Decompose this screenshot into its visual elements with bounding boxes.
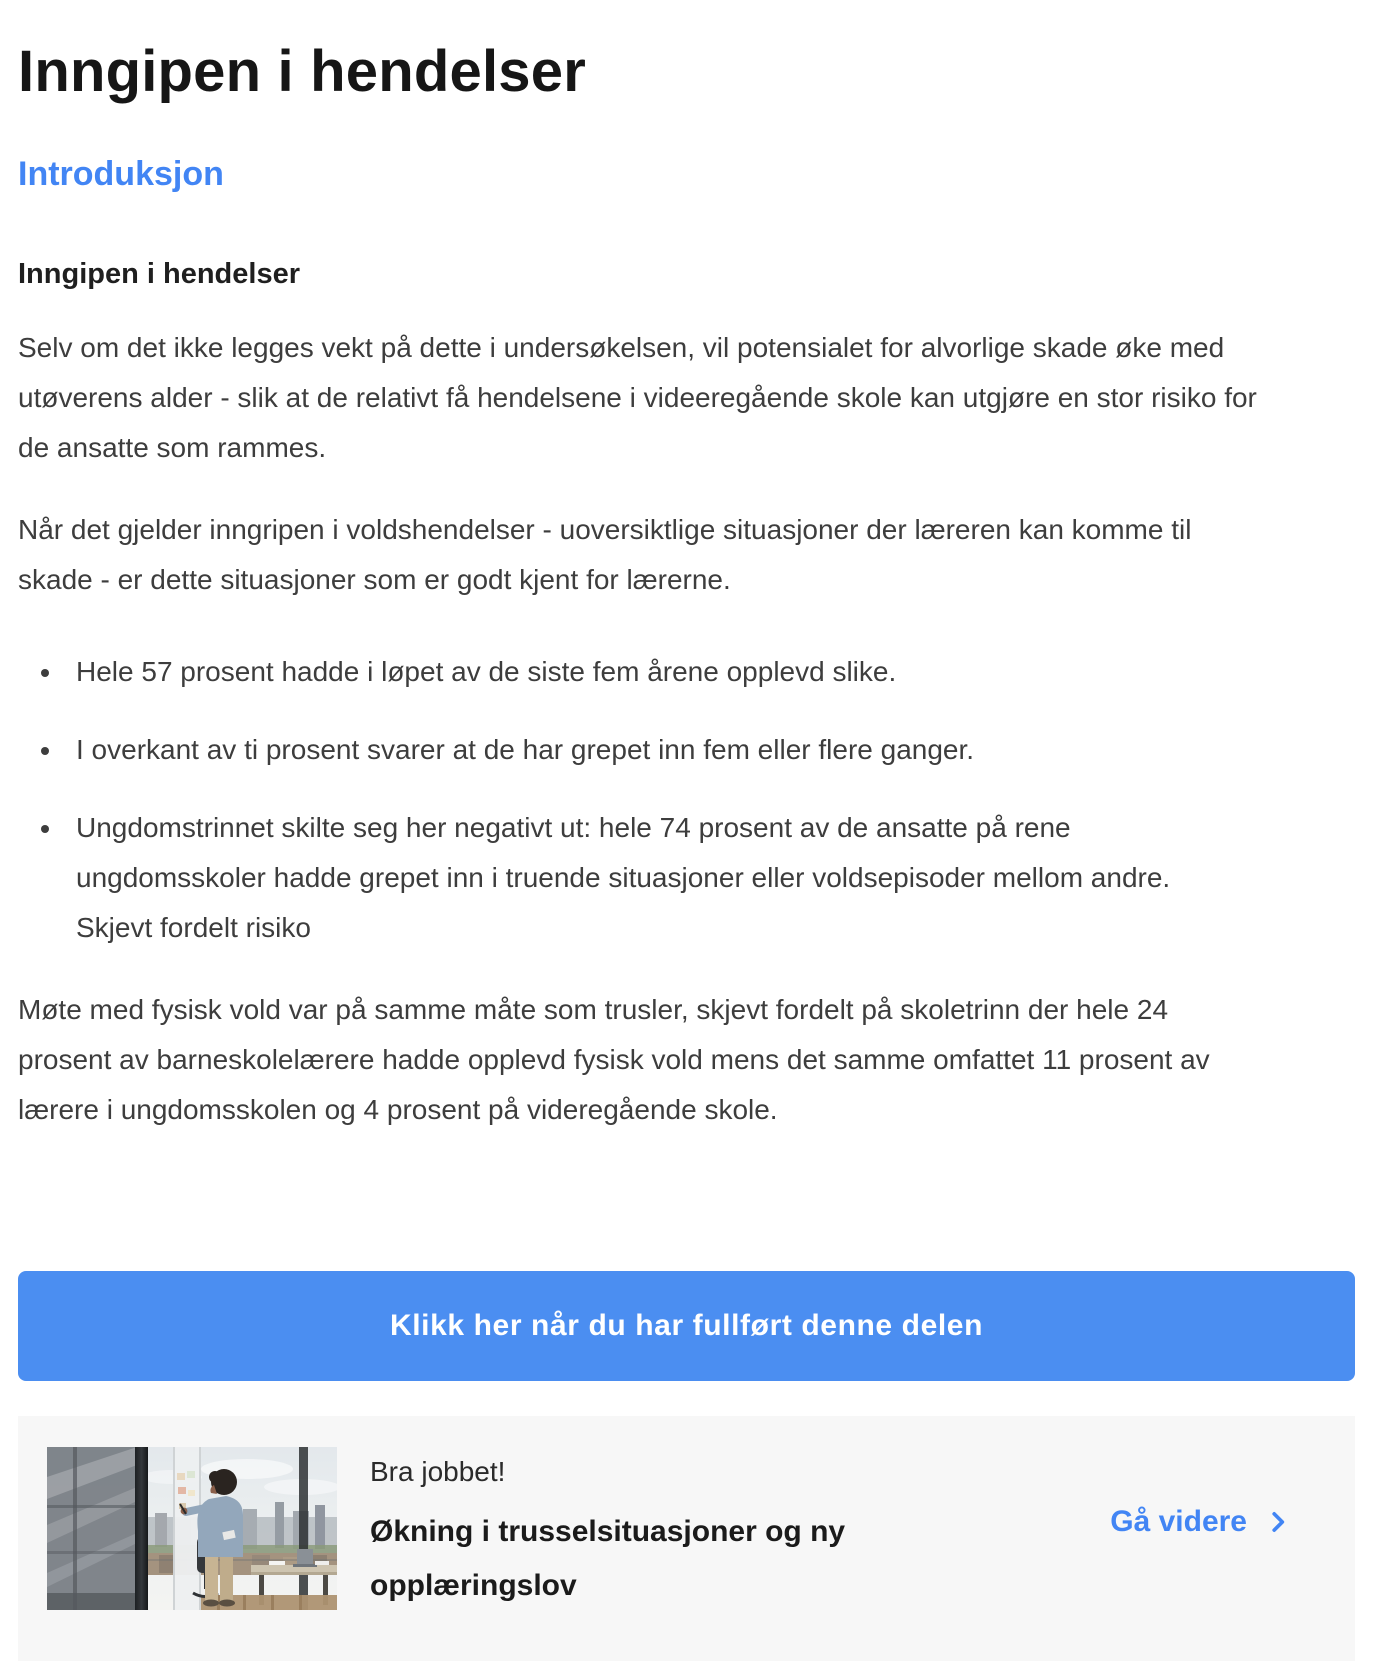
list-item-text: I overkant av ti prosent svarer at de har grepet inn fem eller flere ganger. — [76, 733, 975, 765]
paragraph-2: Når det gjelder inngripen i voldshendelser - uoversiktlige situasjoner der læreren kan komme til skade - er dette situasjoner som er godt kjent for lærerne. — [18, 513, 1192, 595]
page-title: Inngipen i hendelser — [18, 39, 586, 104]
paragraph-3: Møte med fysisk vold var på samme måte som trusler, skjevt fordelt på skoletrinn der hele 24 prosent av barneskolelærere hadde opplevd fysisk vold mens det samme omfattet 11 prosent av lærere i ungdomsskolen og 4 prosent på videregående skole. — [18, 993, 1210, 1125]
card-text-block — [370, 1447, 1110, 1613]
office-photo — [47, 1447, 337, 1610]
key-points-list — [18, 647, 1268, 953]
list-item-2 — [64, 725, 1268, 775]
list-item-subline: Skjevt fordelt risiko — [76, 911, 311, 943]
go-forward-link[interactable] — [1110, 1505, 1291, 1539]
card-eyebrow: Bra jobbet! — [370, 1455, 506, 1487]
list-item-1 — [64, 647, 1268, 697]
list-item-3 — [64, 803, 1268, 953]
office-photo-illustration — [47, 1447, 337, 1610]
list-item-text: Ungdomstrinnet skilte seg her negativt ut: hele 74 prosent av de ansatte på rene ungdomsskoler hadde grepet inn i truende situasjoner eller voldsepisoder mellom andre. — [76, 811, 1171, 893]
complete-section-button[interactable]: Klikk her når du har fullført denne delen — [18, 1271, 1355, 1381]
paragraph-1: Selv om det ikke legges vekt på dette i undersøkelsen, vil potensialet for alvorlige skade øke med utøverens alder - slik at de relativt få hendelsene i videeregående skole kan utgjøre en stor risiko for de ansatte som rammes. — [18, 331, 1257, 463]
card-title: Økning i trusselsituasjoner og ny opplæringslov — [370, 1514, 846, 1602]
section-heading: Introduksjon — [18, 154, 224, 193]
content-subheading: Inngipen i hendelser — [18, 257, 300, 290]
next-section-card — [18, 1416, 1355, 1661]
chevron-right-icon — [1265, 1509, 1291, 1535]
go-forward-label: Gå videre — [1110, 1504, 1247, 1538]
list-item-text: Hele 57 prosent hadde i løpet av de siste fem årene opplevd slike. — [76, 655, 897, 687]
